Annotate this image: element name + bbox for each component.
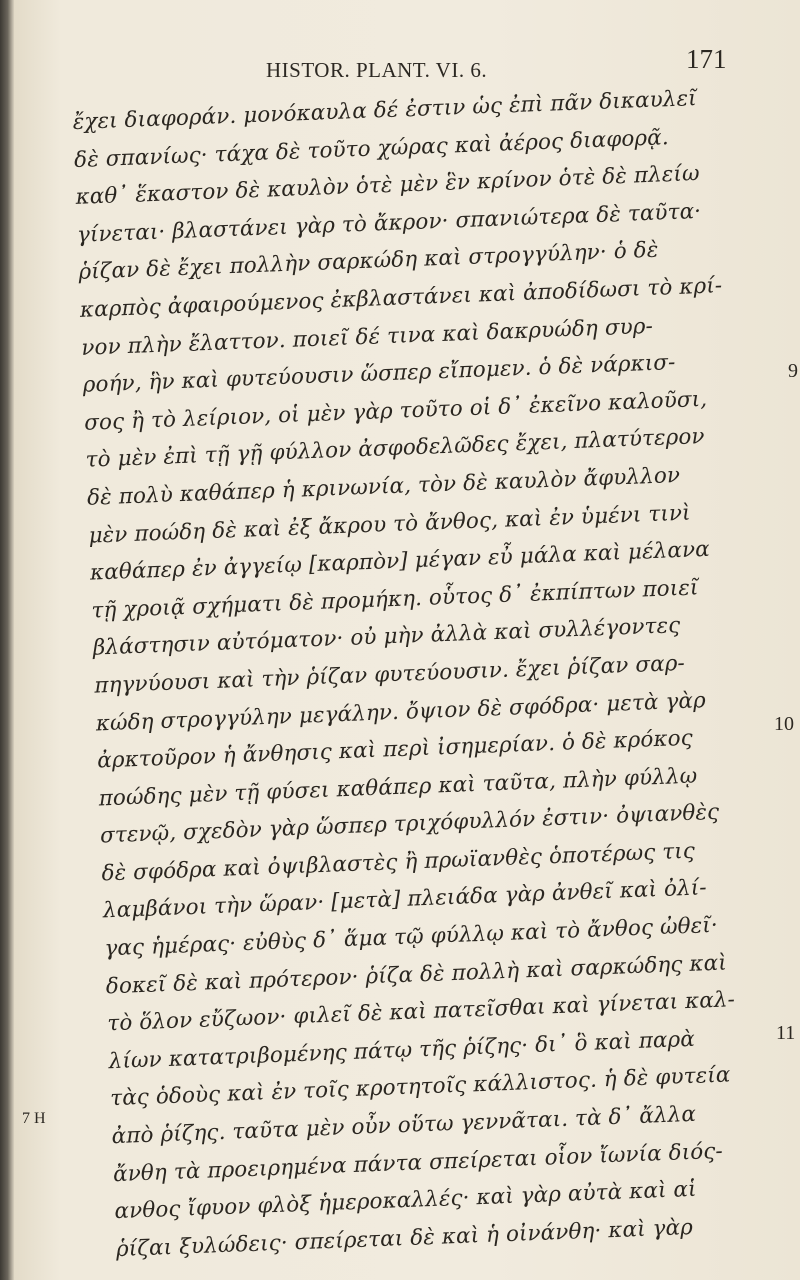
text-line: λίων κατατριβομένης πάτῳ τῆς ῥίζης· δι᾽ ὃ καὶ παρὰ [108,1026,696,1075]
text-line: σος ἢ τὸ λείριον, οἱ μὲν γὰρ τοῦτο οἱ δ᾽ ἐκεῖνο καλοῦσι, [83,386,708,436]
text-line: δοκεῖ δὲ καὶ πρότερον· ῥίζα δὲ πολλὴ καὶ σαρκώδης καὶ [105,950,728,999]
text-line: μὲν ποώδη δὲ καὶ ἐξ ἄκρου τὸ ἄνθος, καὶ ἐν ὑμένι τινὶ [88,500,692,549]
text-line: τὸ μὲν ἐπὶ τῇ γῇ φύλλον ἀσφοδελῶδες ἔχει, πλατύτερον [85,424,706,474]
text-line: στενῷ, σχεδὸν γὰρ ὥσπερ τριχόφυλλόν ἐστιν· ὀψιανθὲς [99,799,720,849]
text-line: ἀπὸ ῥίζης. ταῦτα μὲν οὖν οὕτω γεννᾶται. τὰ δ᾽ ἄλλα [111,1101,697,1150]
section-marker-9: 9 [788,360,798,382]
text-line: λαμβάνοι τὴν ὥραν· [μετὰ] πλειάδα γὰρ ἀνθεῖ καὶ ὀλί- [102,875,708,924]
text-line: ανθος ἴφυον φλὸξ ἡμεροκαλλές· καὶ γὰρ αὐτὰ καὶ αἱ [114,1177,698,1225]
text-line: τῇ χροιᾷ σχήματι δὲ προμήκη. οὗτος δ᾽ ἐκπίπτων ποιεῖ [90,575,699,624]
text-line: ροήν, ἣν καὶ φυτεύουσιν ὥσπερ εἴπομεν. ὁ δὲ νάρκισ- [82,350,676,398]
page-number: 171 [686,44,727,74]
text-line: κώδη στρογγύλην μεγάλην. ὄψιον δὲ σφόδρα· μετὰ γὰρ [95,687,707,737]
book-page [14,0,800,1280]
book-spine [0,0,14,1280]
text-line: δὲ σπανίως· τάχα δὲ τοῦτο χώρας καὶ ἀέρος διαφορᾷ. [73,124,670,173]
text-line: βλάστησιν αὐτόματον· οὐ μὴν ἀλλὰ καὶ συλλέγοντες [92,613,681,661]
text-line: ποώδης μὲν τῇ φύσει καθάπερ καὶ ταῦτα, πλὴν φύλλῳ [98,763,698,812]
text-line: τὸ ὅλον εὔζωον· φιλεῖ δὲ καὶ πατεῖσθαι καὶ γίνεται καλ- [106,987,736,1037]
text-line: δὲ σφόδρα καὶ ὀψιβλαστὲς ἢ πρωϊανθὲς ὁποτέρως τις [101,838,696,887]
text-line: ἔχει διαφοράν. μονόκαυλα δέ ἐστιν ὡς ἐπὶ πᾶν δικαυλεῖ [72,86,698,135]
text-line: τὰς ὁδοὺς καὶ ἐν τοῖς κροτητοῖς κάλλιστος. ἡ δὲ φυτεία [109,1062,731,1112]
text-line: γας ἡμέρας· εὐθὺς δ᾽ ἅμα τῷ φύλλῳ καὶ τὸ ἄνθος ὠθεῖ· [103,912,719,962]
text-line: νον πλὴν ἔλαττον. ποιεῖ δέ τινα καὶ δακρυώδη συρ- [80,313,654,361]
greek-text-block [72,78,796,1269]
text-line: καρπὸς ἀφαιρούμενος ἐκβλαστάνει καὶ ἀποδίδωσι τὸ κρί- [79,273,723,323]
text-line: ῥίζαν δὲ ἔχει πολλὴν σαρκώδη καὶ στρογγύλην· ὁ δὲ [78,237,659,286]
text-line: ἀρκτοῦρον ἡ ἄνθησις καὶ περὶ ἰσημερίαν. ὁ δὲ κρόκος [96,725,694,774]
text-line: ῥίζαι ξυλώδεις· σπείρεται δὲ καὶ ἡ οἰνάνθη· καὶ γὰρ [115,1214,694,1262]
text-line: καθάπερ ἐν ἀγγείῳ [καρπὸν] μέγαν εὖ μάλα καὶ μέλανα [89,536,711,586]
section-marker-10: 10 [774,713,794,735]
section-marker-11: 11 [776,1022,796,1044]
running-title: HISTOR. PLANT. VI. 6. [266,58,488,82]
text-line: γίνεται· βλαστάνει γὰρ τὸ ἄκρον· σπανιώτερα δὲ ταῦτα· [76,198,702,248]
text-line: ἄνθη τὰ προειρημένα πάντα σπείρεται οἷον ἴωνία διός- [112,1138,724,1187]
text-line: καθ᾽ ἕκαστον δὲ καυλὸν ὁτὲ μὲν ἓν κρίνον ὁτὲ δὲ πλείω [75,161,701,211]
section-marker-7h: 7 H [22,1110,46,1127]
text-line: πηγνύουσι καὶ τὴν ῥίζαν φυτεύουσιν. ἔχει ῥίζαν σαρ- [93,650,686,699]
text-line: δὲ πολὺ καθάπερ ἡ κρινωνία, τὸν δὲ καυλὸν ἄφυλλον [86,462,681,511]
